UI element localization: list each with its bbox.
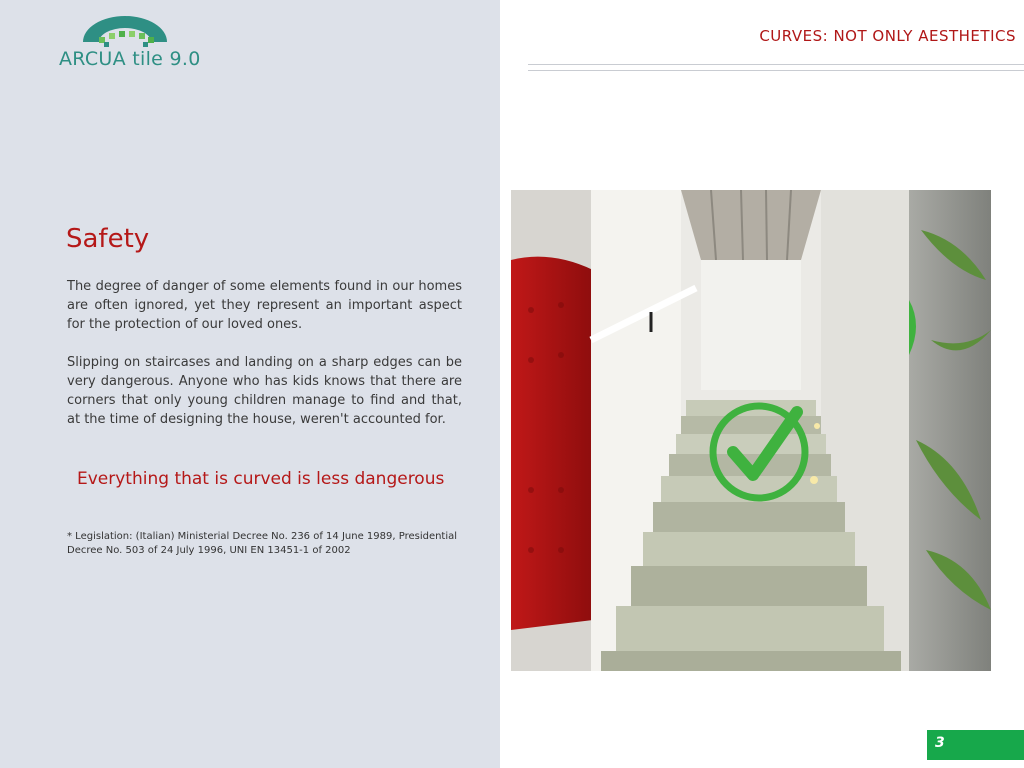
logo-text: ARCUA tile 9.0	[59, 48, 201, 70]
arcua-logo	[55, 12, 201, 74]
staircase-photo	[511, 190, 991, 671]
page-title: CURVES: NOT ONLY AESTHETICS	[759, 27, 1016, 45]
staircase-illustration	[511, 190, 991, 671]
logo-arch-icon	[55, 12, 195, 52]
legislation-footnote: * Legislation: (Italian) Ministerial Decree No. 236 of 14 June 1989, Presidential Decree No. 503 of 24 July 1996, UNI EN 13451-1 of 2002	[67, 531, 458, 556]
paragraph-1: The degree of danger of some elements found in our homes are often ignored, yet they represent an important aspect for the protection of our loved ones.	[67, 279, 462, 332]
paragraph-2: Slipping on staircases and landing on a sharp edges can be very dangerous. Anyone who has kids knows that there are corners that only young children manage to find and that, at the time of designing the house, weren't accounted for.	[67, 355, 462, 427]
header-divider	[528, 64, 1024, 71]
page-number-badge	[927, 730, 1024, 760]
section-title: Safety	[66, 224, 150, 254]
page-number: 3	[935, 735, 945, 751]
highlight-statement: Everything that is curved is less dangerous	[77, 469, 445, 489]
